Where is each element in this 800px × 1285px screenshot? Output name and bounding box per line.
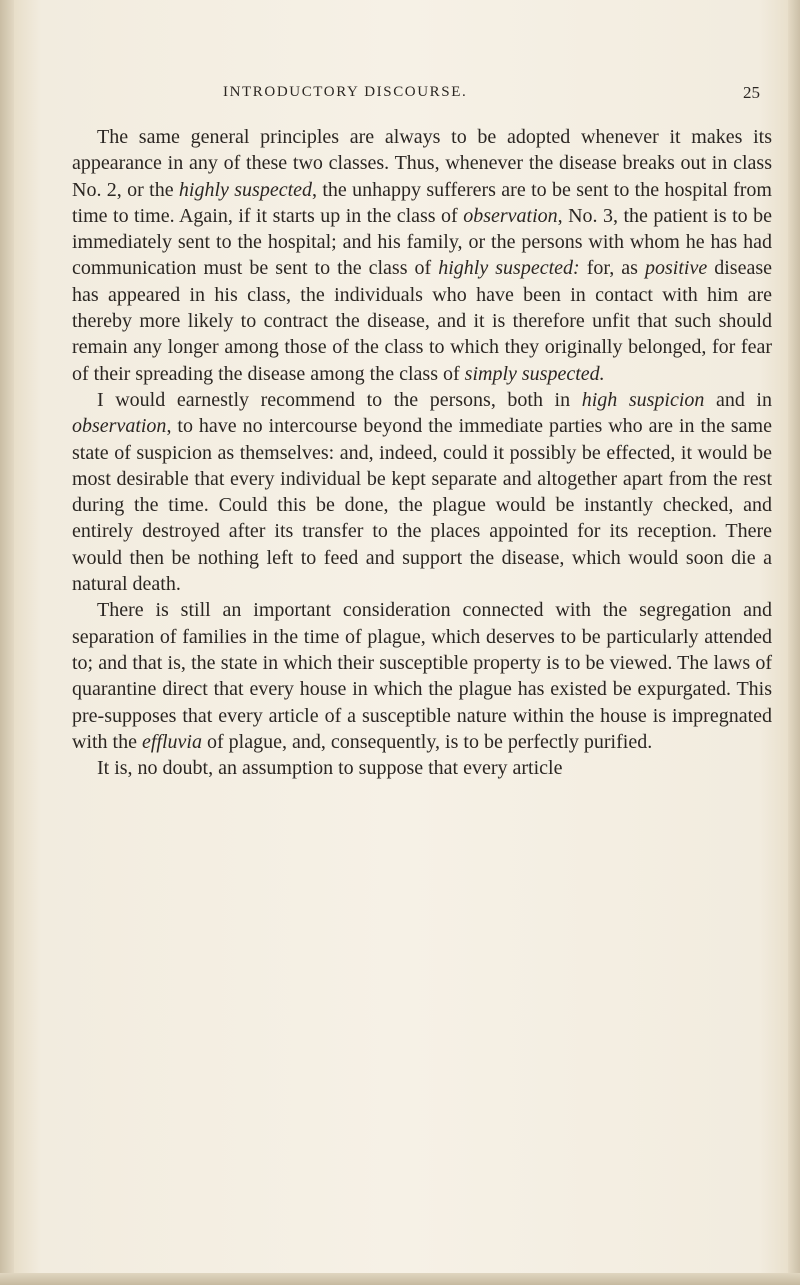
text-run: , the unhappy sufferers are to be sent to the hospital from time to time. Again, if it starts up in the class of — [72, 178, 772, 227]
italic-term: positive — [644, 257, 708, 280]
text-run: There is still an important consideration connected with the segregation and separation of families in the time of plague, which deserves to be particularly attended to; and that is, the state in which their susceptible property is to be viewed. The laws of quarantine direct that every house in which the plague has existed be expurgated. This pre-supposes that every article of a susceptible nature within the house is impregnated with the — [72, 599, 772, 753]
text-run: , to have no intercourse beyond the immediate parties who are in the same state of suspicion as themselves: and, indeed, could it possibly be effected, it would be most desirable that every individual be kept separate and altogether apart from the rest during the time. Could this be done, the plague would be instantly checked, and entirely destroyed after its transfer to the places appointed for its reception. There would then be nothing left to feed and support the disease, which would soon die a natural death. — [72, 415, 772, 596]
text-run: The same general principles are always to be adopted whenever it makes its appearance in any of these two classes. Thus, whenever the disease breaks out in class No. 2, or the — [72, 126, 772, 201]
italic-term: highly suspected: — [438, 257, 580, 280]
page-header — [0, 84, 800, 108]
italic-term: observation — [463, 204, 558, 227]
text-run: of plague, and, consequently, is to be perfectly purified. — [201, 730, 653, 753]
text-run: for, as — [579, 257, 645, 280]
page-number: 25 — [743, 83, 760, 102]
text-run: It is, no doubt, an assumption to suppose that every article — [97, 757, 563, 780]
text-run: I would earnestly recommend to the persons, both in — [97, 388, 582, 411]
paragraph — [72, 597, 772, 755]
running-head: INTRODUCTORY DISCOURSE. — [223, 84, 468, 100]
italic-term: high suspicion — [581, 388, 705, 411]
italic-term: effluvia — [142, 730, 202, 753]
text-run: , No. 3, the patient is to be immediately sent to the hospital; and his family, or the persons with whom he has had communication must be sent to the class of — [72, 204, 773, 280]
text-run: and in — [704, 388, 772, 411]
text-run: disease has appeared in his class, the individuals who have been in contact with him are thereby more likely to contract the disease, and it is therefore unfit that such should remain any longer among those of the class to which they originally belonged, for fear of their spreading the disease among the class of — [72, 257, 772, 385]
page-left-edge — [0, 0, 14, 1285]
page-right-edge — [788, 0, 800, 1285]
paragraph — [72, 387, 772, 597]
italic-term: simply suspected. — [464, 362, 605, 385]
body-text — [72, 124, 772, 781]
page-bottom-edge — [0, 1273, 800, 1285]
italic-term: highly suspected — [178, 178, 313, 201]
paragraph — [72, 755, 772, 781]
italic-term: observation — [72, 415, 167, 438]
paragraph — [72, 124, 772, 387]
